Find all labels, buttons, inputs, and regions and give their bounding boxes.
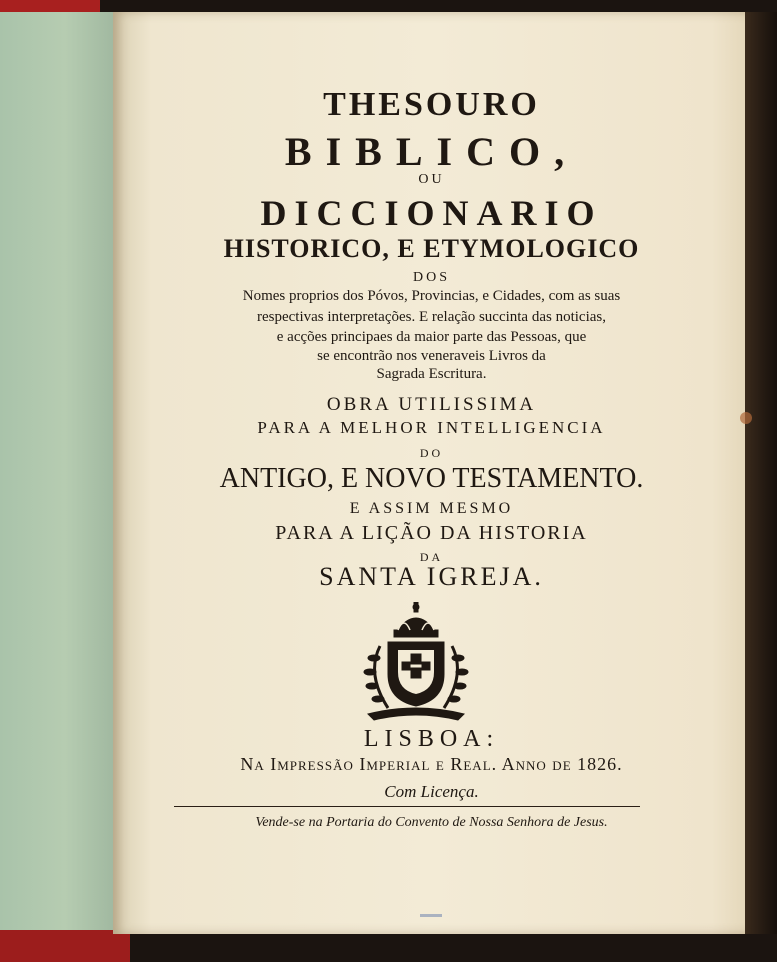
description-line: Nomes proprios dos Póvos, Provincias, e Cidades, com as suas (242, 288, 621, 304)
title-line-2: BIBLICO, (284, 129, 579, 174)
binding-red-bottom (0, 930, 130, 962)
title-line-historico: HISTORICO, E ETYMOLOGICO (223, 234, 640, 263)
subtitle-para: PARA A MELHOR INTELLIGENCIA (257, 418, 606, 437)
subtitle-da: DA (419, 550, 444, 564)
royal-crest-icon (358, 602, 474, 722)
subtitle-licao: PARA A LIÇÃO DA HISTORIA (275, 522, 588, 544)
title-line-ou: OU (418, 172, 445, 187)
subtitle-santa: SANTA IGREJA. (319, 562, 544, 591)
description-line: respectivas interpretações. E relação succinta das noticias, (256, 309, 606, 325)
description-line: Sagrada Escritura. (376, 366, 487, 382)
subtitle-antigo: ANTIGO, E NOVO TESTAMENTO. (219, 463, 644, 494)
subtitle-obra: OBRA UTILISSIMA (326, 394, 537, 415)
divider-rule (174, 806, 640, 807)
title-line-diccionario: DICCIONARIO (260, 193, 603, 233)
subtitle-assim: E ASSIM MESMO (349, 500, 514, 517)
subtitle-do: DO (419, 446, 444, 460)
endpaper (0, 12, 118, 934)
title-line-dos: DOS (412, 270, 450, 285)
page-mark (420, 914, 442, 917)
imprint-city: LISBOA: (363, 726, 500, 752)
imprint-license: Com Licença. (384, 782, 479, 801)
imprint-sale-note: Vende-se na Portaria do Convento de Nossa Senhora de Jesus. (255, 815, 608, 830)
description-line: se encontrão nos veneraveis Livros da (317, 348, 546, 364)
description-line: e acções principaes da maior parte das Pessoas, que (276, 329, 587, 345)
imprint-printer: Na Impressão Imperial e Real. Anno de 1826. (240, 754, 623, 774)
binding-red-top (0, 0, 100, 12)
title-line-1: THESOURO (323, 86, 540, 123)
